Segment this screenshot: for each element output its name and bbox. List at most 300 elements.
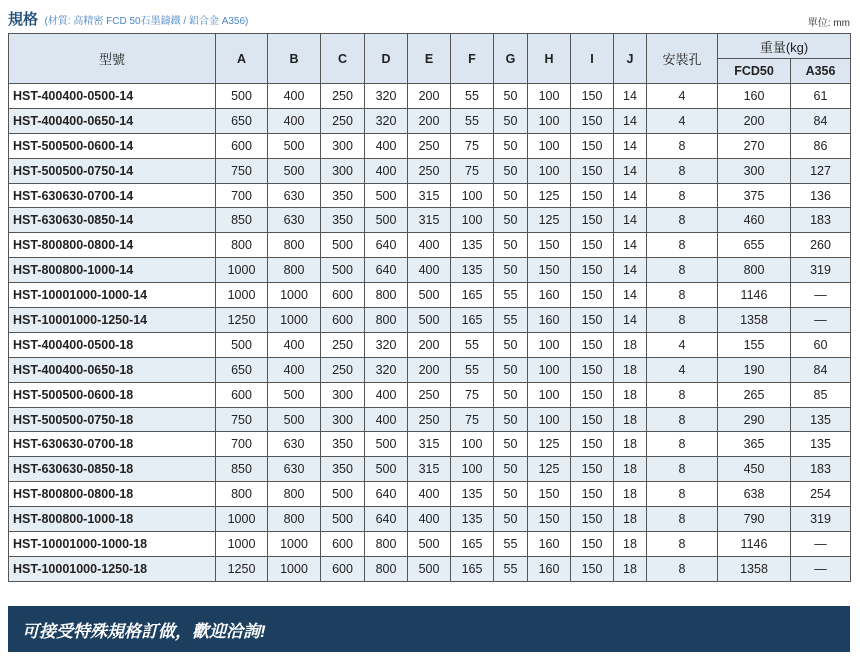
cell-h: 100 <box>528 84 571 109</box>
cell-a: 1000 <box>216 507 268 532</box>
cell-a: 650 <box>216 357 268 382</box>
cell-d: 800 <box>365 308 408 333</box>
cell-e: 200 <box>408 332 451 357</box>
cell-i: 150 <box>571 332 614 357</box>
table-row <box>9 84 851 109</box>
cell-mounting-holes: 8 <box>647 432 718 457</box>
table-row <box>9 208 851 233</box>
cell-e: 315 <box>408 208 451 233</box>
col-header-weight: 重量(kg) <box>718 34 851 59</box>
cell-d: 400 <box>365 382 408 407</box>
cell-c: 500 <box>321 482 365 507</box>
cell-b: 400 <box>268 357 321 382</box>
cell-c: 350 <box>321 208 365 233</box>
cell-e: 200 <box>408 84 451 109</box>
cell-j: 18 <box>614 556 647 581</box>
cell-mounting-holes: 8 <box>647 208 718 233</box>
cell-c: 500 <box>321 507 365 532</box>
cell-h: 150 <box>528 482 571 507</box>
col-header-d: D <box>365 34 408 84</box>
banner-text: 可接受特殊規格訂做，歡迎洽詢! <box>22 621 266 641</box>
table-row <box>9 233 851 258</box>
cell-model: HST-630630-0850-14 <box>9 208 216 233</box>
cell-g: 55 <box>494 532 528 557</box>
cell-b: 630 <box>268 183 321 208</box>
cell-g: 50 <box>494 407 528 432</box>
table-row <box>9 457 851 482</box>
cell-weight-a356: 135 <box>791 407 851 432</box>
cell-i: 150 <box>571 133 614 158</box>
cell-f: 135 <box>451 507 494 532</box>
cell-f: 100 <box>451 457 494 482</box>
cell-weight-a356: — <box>791 556 851 581</box>
cell-b: 630 <box>268 432 321 457</box>
cell-d: 500 <box>365 457 408 482</box>
cell-weight-fcd50: 1358 <box>718 556 791 581</box>
cell-c: 350 <box>321 183 365 208</box>
cell-g: 50 <box>494 183 528 208</box>
cell-g: 50 <box>494 158 528 183</box>
table-row <box>9 407 851 432</box>
cell-weight-a356: 183 <box>791 457 851 482</box>
cell-weight-fcd50: 375 <box>718 183 791 208</box>
cell-h: 100 <box>528 133 571 158</box>
cell-model: HST-400400-0500-14 <box>9 84 216 109</box>
table-row <box>9 283 851 308</box>
table-row <box>9 357 851 382</box>
col-header-a: A <box>216 34 268 84</box>
cell-d: 400 <box>365 158 408 183</box>
cell-d: 640 <box>365 258 408 283</box>
cell-model: HST-500500-0750-14 <box>9 158 216 183</box>
cell-a: 700 <box>216 183 268 208</box>
cell-weight-a356: 127 <box>791 158 851 183</box>
cell-g: 55 <box>494 283 528 308</box>
cell-a: 850 <box>216 457 268 482</box>
cell-b: 500 <box>268 158 321 183</box>
col-header-e: E <box>408 34 451 84</box>
col-header-c: C <box>321 34 365 84</box>
cell-weight-fcd50: 638 <box>718 482 791 507</box>
cell-a: 700 <box>216 432 268 457</box>
cell-e: 400 <box>408 507 451 532</box>
cell-weight-a356: — <box>791 283 851 308</box>
cell-g: 50 <box>494 233 528 258</box>
cell-e: 400 <box>408 258 451 283</box>
cell-mounting-holes: 8 <box>647 482 718 507</box>
cell-mounting-holes: 8 <box>647 133 718 158</box>
cell-b: 400 <box>268 108 321 133</box>
cell-weight-fcd50: 450 <box>718 457 791 482</box>
cell-model: HST-500500-0600-14 <box>9 133 216 158</box>
cell-d: 500 <box>365 432 408 457</box>
cell-h: 100 <box>528 357 571 382</box>
cell-i: 150 <box>571 556 614 581</box>
cell-mounting-holes: 8 <box>647 233 718 258</box>
cell-a: 800 <box>216 482 268 507</box>
cell-b: 1000 <box>268 556 321 581</box>
title-row <box>8 8 850 32</box>
cell-j: 18 <box>614 332 647 357</box>
cell-d: 400 <box>365 133 408 158</box>
cell-model: HST-630630-0850-18 <box>9 457 216 482</box>
cell-b: 630 <box>268 457 321 482</box>
cell-g: 55 <box>494 556 528 581</box>
material-subtitle: (材質: 高精密 FCD 50石墨鑄鐵 / 鋁合金 A356) <box>44 16 249 27</box>
cell-a: 500 <box>216 84 268 109</box>
cell-weight-a356: 254 <box>791 482 851 507</box>
cell-g: 50 <box>494 108 528 133</box>
cell-c: 600 <box>321 308 365 333</box>
cell-h: 100 <box>528 382 571 407</box>
cell-j: 14 <box>614 283 647 308</box>
col-header-f: F <box>451 34 494 84</box>
cell-mounting-holes: 8 <box>647 407 718 432</box>
cell-d: 320 <box>365 332 408 357</box>
cell-mounting-holes: 4 <box>647 84 718 109</box>
cell-c: 250 <box>321 332 365 357</box>
cell-model: HST-500500-0750-18 <box>9 407 216 432</box>
cell-weight-fcd50: 1146 <box>718 283 791 308</box>
cell-g: 50 <box>494 432 528 457</box>
cell-weight-fcd50: 800 <box>718 258 791 283</box>
cell-i: 150 <box>571 233 614 258</box>
cell-g: 50 <box>494 332 528 357</box>
cell-g: 55 <box>494 308 528 333</box>
section-title: 規格 <box>8 11 39 28</box>
cell-j: 14 <box>614 208 647 233</box>
cell-j: 14 <box>614 84 647 109</box>
table-row <box>9 532 851 557</box>
cell-i: 150 <box>571 482 614 507</box>
cell-mounting-holes: 8 <box>647 507 718 532</box>
cell-weight-fcd50: 270 <box>718 133 791 158</box>
cell-weight-a356: 319 <box>791 258 851 283</box>
cell-c: 500 <box>321 258 365 283</box>
cell-model: HST-800800-0800-14 <box>9 233 216 258</box>
cell-d: 500 <box>365 208 408 233</box>
table-row <box>9 556 851 581</box>
cell-i: 150 <box>571 84 614 109</box>
cell-i: 150 <box>571 457 614 482</box>
cell-h: 160 <box>528 532 571 557</box>
cell-c: 350 <box>321 432 365 457</box>
cell-weight-fcd50: 155 <box>718 332 791 357</box>
cell-d: 640 <box>365 482 408 507</box>
cell-b: 400 <box>268 332 321 357</box>
cell-a: 850 <box>216 208 268 233</box>
cell-h: 125 <box>528 432 571 457</box>
cell-f: 165 <box>451 532 494 557</box>
cell-i: 150 <box>571 382 614 407</box>
cell-model: HST-400400-0650-18 <box>9 357 216 382</box>
cell-h: 100 <box>528 332 571 357</box>
table-row <box>9 308 851 333</box>
cell-mounting-holes: 8 <box>647 532 718 557</box>
table-row <box>9 133 851 158</box>
cell-i: 150 <box>571 208 614 233</box>
cell-model: HST-10001000-1000-18 <box>9 532 216 557</box>
cell-weight-fcd50: 655 <box>718 233 791 258</box>
cell-d: 320 <box>365 357 408 382</box>
cell-g: 50 <box>494 133 528 158</box>
cell-b: 800 <box>268 258 321 283</box>
cell-model: HST-630630-0700-14 <box>9 183 216 208</box>
cell-a: 800 <box>216 233 268 258</box>
cell-b: 800 <box>268 233 321 258</box>
cell-g: 50 <box>494 208 528 233</box>
cell-f: 165 <box>451 308 494 333</box>
cell-h: 150 <box>528 258 571 283</box>
cell-e: 200 <box>408 357 451 382</box>
col-header-b: B <box>268 34 321 84</box>
cell-i: 150 <box>571 258 614 283</box>
cell-j: 18 <box>614 532 647 557</box>
cell-e: 500 <box>408 556 451 581</box>
cell-h: 160 <box>528 556 571 581</box>
col-header-h: H <box>528 34 571 84</box>
cell-g: 50 <box>494 507 528 532</box>
cell-a: 650 <box>216 108 268 133</box>
col-header-a356: A356 <box>791 59 851 84</box>
cell-weight-fcd50: 365 <box>718 432 791 457</box>
cell-weight-a356: 135 <box>791 432 851 457</box>
table-row <box>9 332 851 357</box>
cell-e: 400 <box>408 482 451 507</box>
cell-c: 250 <box>321 357 365 382</box>
cell-i: 150 <box>571 507 614 532</box>
cell-weight-fcd50: 1358 <box>718 308 791 333</box>
cell-f: 75 <box>451 133 494 158</box>
cell-weight-fcd50: 265 <box>718 382 791 407</box>
cell-c: 250 <box>321 108 365 133</box>
cell-f: 135 <box>451 482 494 507</box>
spec-table-body <box>9 84 851 582</box>
cell-mounting-holes: 8 <box>647 283 718 308</box>
cell-mounting-holes: 8 <box>647 258 718 283</box>
cell-weight-a356: 86 <box>791 133 851 158</box>
cell-b: 1000 <box>268 532 321 557</box>
cell-a: 1250 <box>216 308 268 333</box>
cell-f: 75 <box>451 407 494 432</box>
cell-weight-a356: 136 <box>791 183 851 208</box>
cell-h: 125 <box>528 457 571 482</box>
cell-e: 250 <box>408 407 451 432</box>
col-header-g: G <box>494 34 528 84</box>
cell-weight-fcd50: 200 <box>718 108 791 133</box>
cell-f: 100 <box>451 432 494 457</box>
cell-j: 14 <box>614 158 647 183</box>
cell-weight-a356: 183 <box>791 208 851 233</box>
cell-a: 750 <box>216 407 268 432</box>
cell-c: 350 <box>321 457 365 482</box>
cell-i: 150 <box>571 108 614 133</box>
cell-a: 750 <box>216 158 268 183</box>
cell-b: 800 <box>268 482 321 507</box>
cell-d: 800 <box>365 283 408 308</box>
cell-h: 100 <box>528 158 571 183</box>
cell-weight-fcd50: 460 <box>718 208 791 233</box>
cell-f: 55 <box>451 84 494 109</box>
cell-h: 160 <box>528 308 571 333</box>
cell-c: 600 <box>321 283 365 308</box>
cell-d: 320 <box>365 108 408 133</box>
cell-f: 165 <box>451 283 494 308</box>
cell-model: HST-400400-0500-18 <box>9 332 216 357</box>
cell-g: 50 <box>494 382 528 407</box>
cell-mounting-holes: 4 <box>647 108 718 133</box>
cell-h: 125 <box>528 208 571 233</box>
cell-d: 800 <box>365 556 408 581</box>
cell-c: 300 <box>321 407 365 432</box>
cell-i: 150 <box>571 532 614 557</box>
cell-model: HST-10001000-1250-18 <box>9 556 216 581</box>
cell-i: 150 <box>571 357 614 382</box>
spec-table <box>8 33 851 582</box>
cell-i: 150 <box>571 158 614 183</box>
table-row <box>9 158 851 183</box>
cell-f: 75 <box>451 158 494 183</box>
cell-e: 200 <box>408 108 451 133</box>
col-header-mounting-holes: 安裝孔 <box>647 34 718 84</box>
cell-e: 500 <box>408 283 451 308</box>
cell-g: 50 <box>494 482 528 507</box>
cell-f: 75 <box>451 382 494 407</box>
cell-g: 50 <box>494 258 528 283</box>
cell-model: HST-800800-1000-18 <box>9 507 216 532</box>
cell-e: 315 <box>408 457 451 482</box>
cell-d: 800 <box>365 532 408 557</box>
cell-h: 100 <box>528 108 571 133</box>
cell-mounting-holes: 4 <box>647 357 718 382</box>
cell-e: 500 <box>408 532 451 557</box>
cell-model: HST-500500-0600-18 <box>9 382 216 407</box>
custom-order-banner <box>8 606 850 652</box>
cell-weight-a356: — <box>791 532 851 557</box>
cell-weight-fcd50: 1146 <box>718 532 791 557</box>
col-header-fcd50: FCD50 <box>718 59 791 84</box>
cell-f: 100 <box>451 183 494 208</box>
cell-j: 18 <box>614 407 647 432</box>
cell-e: 315 <box>408 183 451 208</box>
cell-weight-fcd50: 160 <box>718 84 791 109</box>
cell-j: 18 <box>614 357 647 382</box>
cell-b: 1000 <box>268 283 321 308</box>
cell-c: 300 <box>321 382 365 407</box>
cell-b: 500 <box>268 133 321 158</box>
cell-e: 250 <box>408 133 451 158</box>
cell-b: 500 <box>268 382 321 407</box>
cell-g: 50 <box>494 457 528 482</box>
cell-f: 55 <box>451 332 494 357</box>
cell-weight-fcd50: 790 <box>718 507 791 532</box>
cell-weight-a356: 84 <box>791 357 851 382</box>
cell-e: 315 <box>408 432 451 457</box>
cell-mounting-holes: 8 <box>647 308 718 333</box>
cell-i: 150 <box>571 283 614 308</box>
unit-label: 單位: mm <box>807 18 850 29</box>
cell-c: 600 <box>321 532 365 557</box>
table-row <box>9 482 851 507</box>
cell-a: 500 <box>216 332 268 357</box>
cell-h: 125 <box>528 183 571 208</box>
cell-e: 250 <box>408 158 451 183</box>
cell-f: 100 <box>451 208 494 233</box>
cell-h: 150 <box>528 507 571 532</box>
cell-j: 14 <box>614 308 647 333</box>
cell-j: 14 <box>614 133 647 158</box>
cell-i: 150 <box>571 183 614 208</box>
cell-h: 160 <box>528 283 571 308</box>
cell-f: 165 <box>451 556 494 581</box>
cell-a: 600 <box>216 133 268 158</box>
cell-mounting-holes: 8 <box>647 457 718 482</box>
cell-weight-a356: 84 <box>791 108 851 133</box>
cell-weight-a356: 85 <box>791 382 851 407</box>
table-row <box>9 183 851 208</box>
cell-weight-a356: 61 <box>791 84 851 109</box>
col-header-model: 型號 <box>9 34 216 84</box>
cell-i: 150 <box>571 308 614 333</box>
cell-j: 18 <box>614 432 647 457</box>
cell-e: 400 <box>408 233 451 258</box>
cell-c: 250 <box>321 84 365 109</box>
cell-j: 14 <box>614 183 647 208</box>
cell-j: 14 <box>614 108 647 133</box>
cell-e: 500 <box>408 308 451 333</box>
cell-a: 1000 <box>216 532 268 557</box>
cell-model: HST-10001000-1000-14 <box>9 283 216 308</box>
cell-b: 800 <box>268 507 321 532</box>
cell-g: 50 <box>494 84 528 109</box>
cell-b: 1000 <box>268 308 321 333</box>
cell-mounting-holes: 8 <box>647 183 718 208</box>
table-row <box>9 432 851 457</box>
cell-weight-a356: 260 <box>791 233 851 258</box>
cell-model: HST-10001000-1250-14 <box>9 308 216 333</box>
cell-i: 150 <box>571 407 614 432</box>
cell-d: 640 <box>365 233 408 258</box>
cell-j: 14 <box>614 258 647 283</box>
cell-d: 500 <box>365 183 408 208</box>
cell-b: 630 <box>268 208 321 233</box>
cell-mounting-holes: 8 <box>647 556 718 581</box>
cell-e: 250 <box>408 382 451 407</box>
cell-weight-a356: — <box>791 308 851 333</box>
header-row <box>9 34 851 59</box>
cell-j: 14 <box>614 233 647 258</box>
cell-weight-a356: 60 <box>791 332 851 357</box>
cell-model: HST-800800-1000-14 <box>9 258 216 283</box>
cell-f: 135 <box>451 258 494 283</box>
cell-d: 320 <box>365 84 408 109</box>
table-row <box>9 108 851 133</box>
cell-a: 1250 <box>216 556 268 581</box>
cell-mounting-holes: 8 <box>647 158 718 183</box>
col-header-i: I <box>571 34 614 84</box>
cell-c: 500 <box>321 233 365 258</box>
cell-b: 500 <box>268 407 321 432</box>
cell-h: 100 <box>528 407 571 432</box>
cell-f: 55 <box>451 357 494 382</box>
cell-model: HST-400400-0650-14 <box>9 108 216 133</box>
cell-d: 400 <box>365 407 408 432</box>
cell-model: HST-630630-0700-18 <box>9 432 216 457</box>
cell-c: 600 <box>321 556 365 581</box>
cell-j: 18 <box>614 507 647 532</box>
table-row <box>9 382 851 407</box>
cell-weight-fcd50: 290 <box>718 407 791 432</box>
